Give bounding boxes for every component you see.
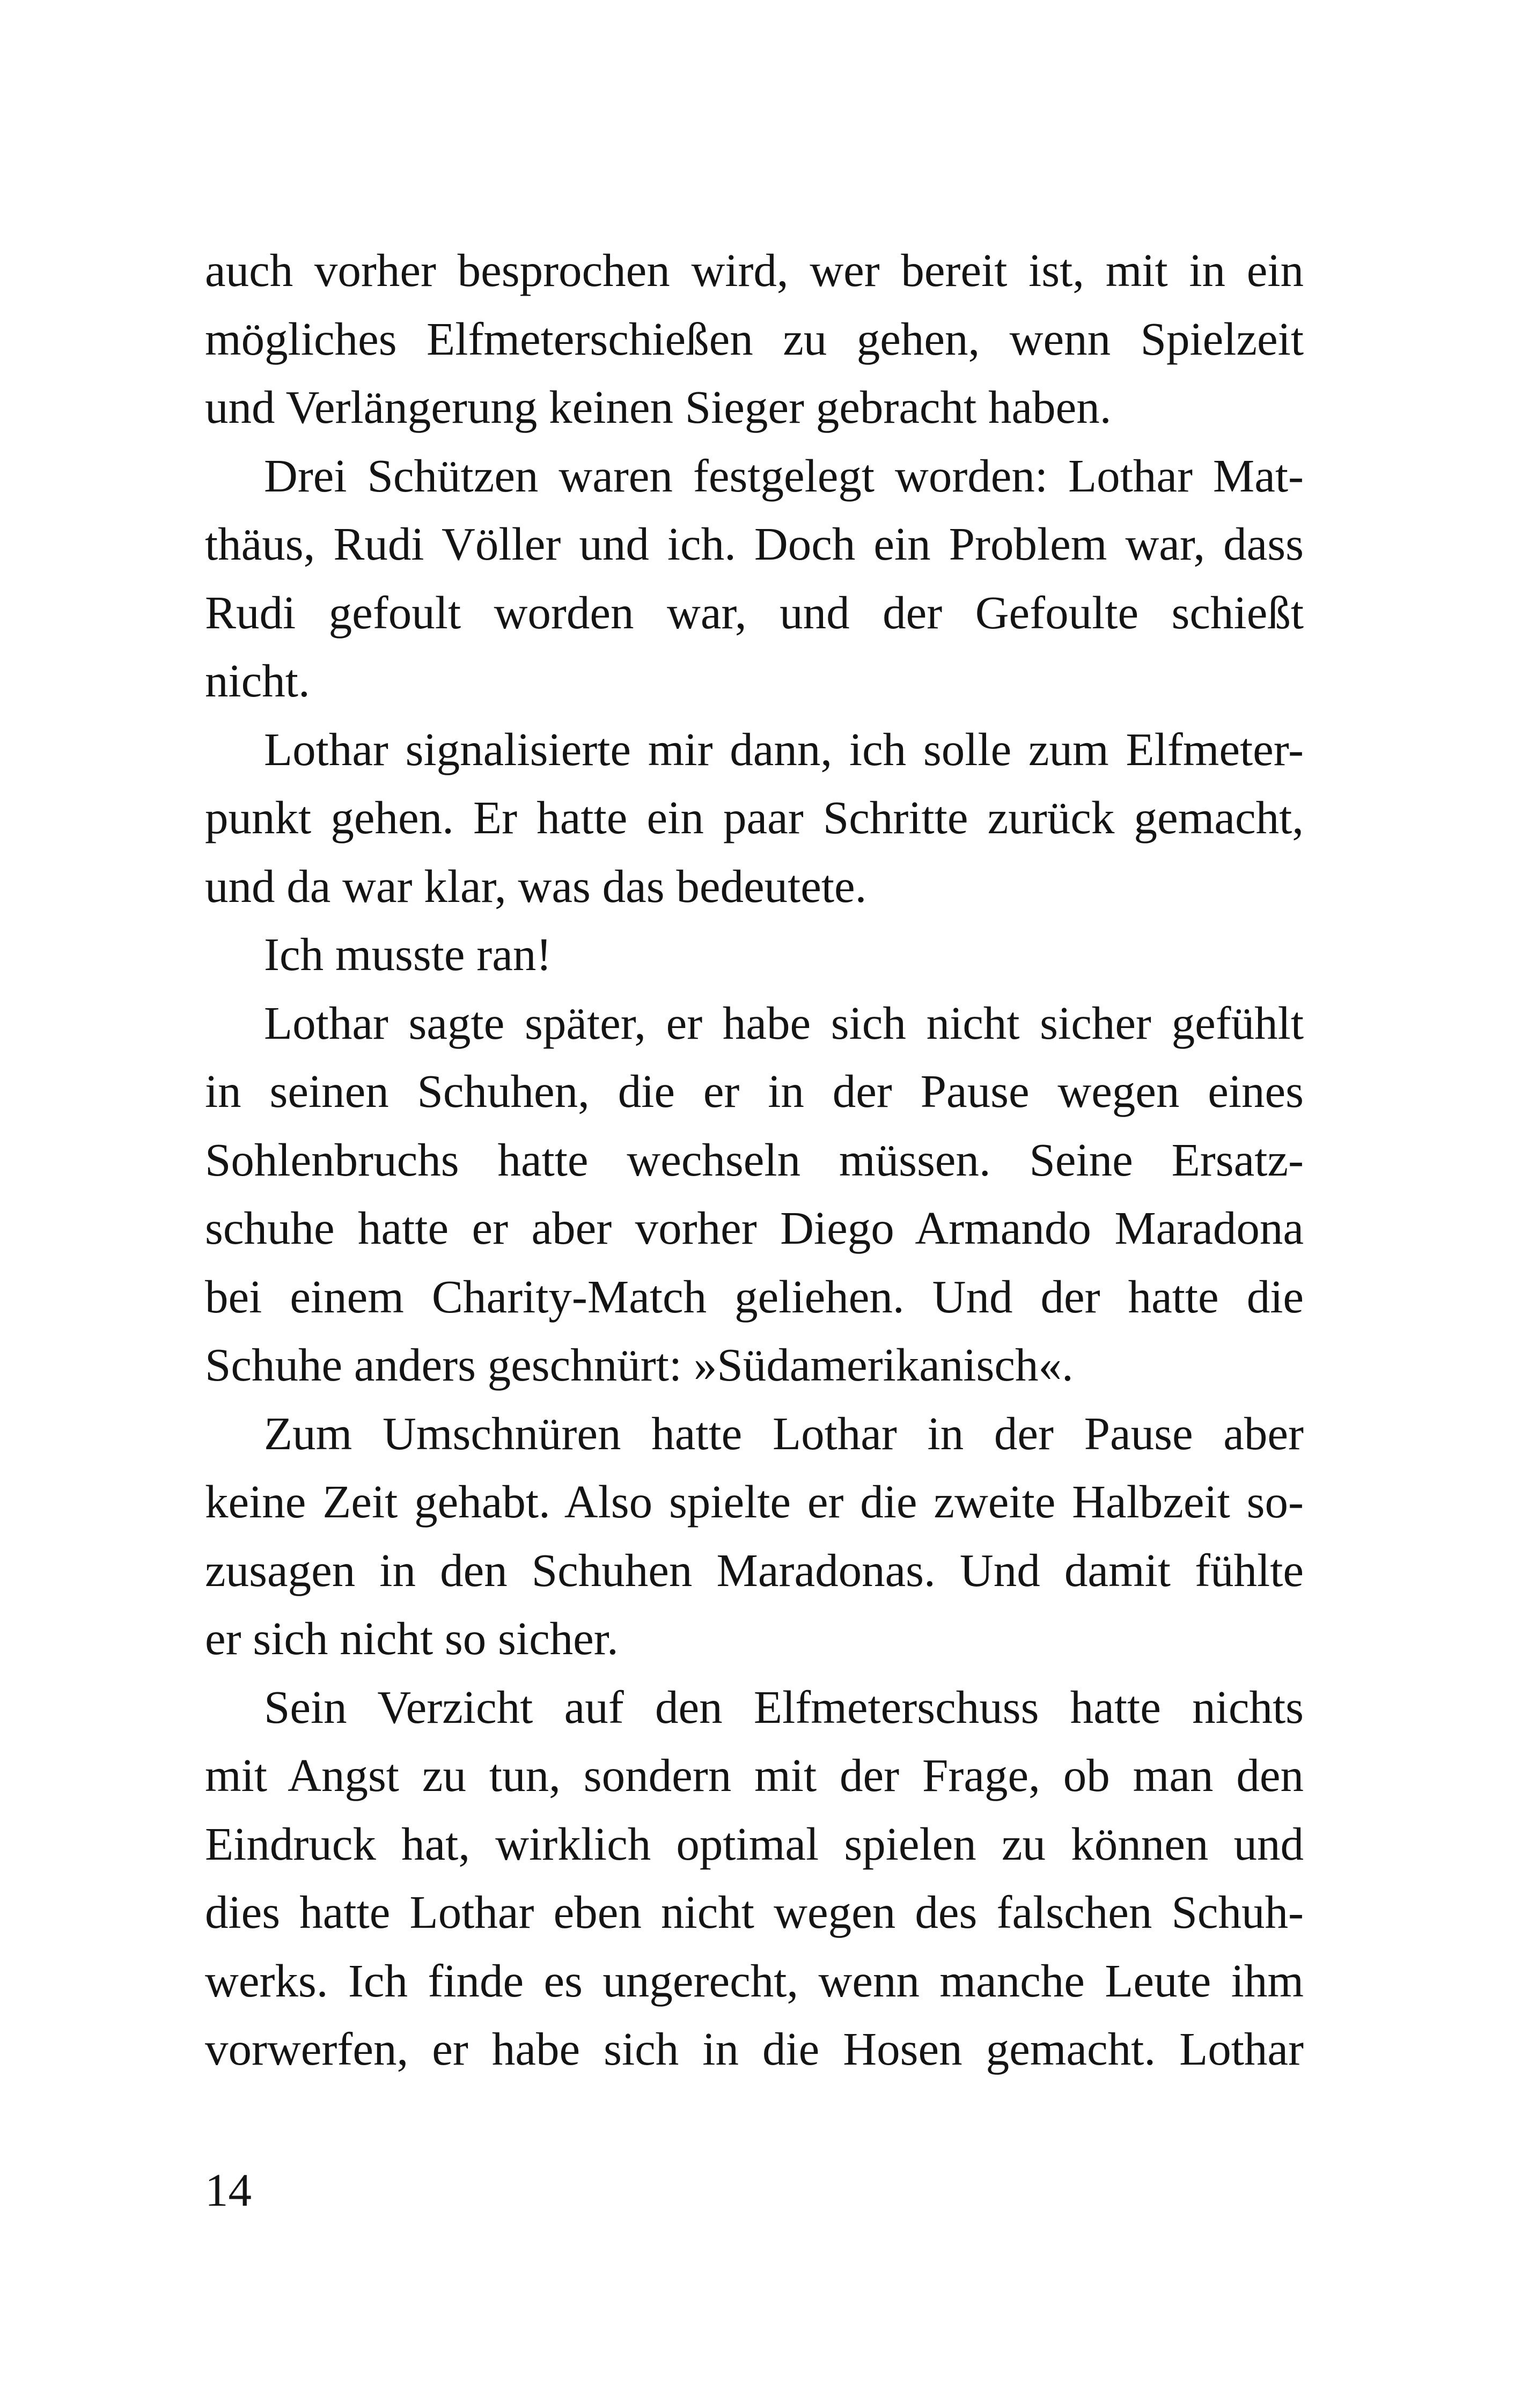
text-line: Sein Verzicht auf den Elfmeterschuss hatte nichts	[264, 1680, 1304, 1733]
text-line: Lothar sagte später, er habe sich nicht sicher gefühlt	[264, 996, 1304, 1049]
text-line: schuhe hatte er aber vorher Diego Armando Maradona	[205, 1202, 1304, 1254]
text-line: mögliches Elfmeterschießen zu gehen, wenn Spielzeit	[205, 312, 1304, 365]
text-line: Eindruck hat, wirklich optimal spielen zu können und	[205, 1817, 1304, 1870]
text-line: Ich musste ran!	[264, 928, 552, 980]
text-line: zusagen in den Schuhen Maradonas. Und damit fühlte	[205, 1544, 1304, 1596]
text-line: nicht.	[205, 655, 310, 707]
paragraph	[205, 920, 1304, 989]
text-line: dies hatte Lothar eben nicht wegen des falschen Schuh-	[205, 1886, 1304, 1938]
text-line: und Verlängerung keinen Sieger gebracht haben.	[205, 381, 1112, 433]
text-line: Lothar signalisierte mir dann, ich solle zum Elfmeter-	[264, 723, 1304, 775]
text-line: in seinen Schuhen, die er in der Pause wegen eines	[205, 1065, 1304, 1117]
paragraph	[205, 236, 1304, 442]
text-line: Sohlenbruchs hatte wechseln müssen. Seine Ersatz-	[205, 1133, 1304, 1186]
text-line: keine Zeit gehabt. Also spielte er die zweite Halbzeit so-	[205, 1475, 1304, 1528]
paragraph	[205, 442, 1304, 715]
page-number: 14	[205, 2164, 252, 2216]
paragraph	[205, 989, 1304, 1399]
text-line: thäus, Rudi Völler und ich. Doch ein Problem war, dass	[205, 518, 1304, 570]
text-line: werks. Ich finde es ungerecht, wenn manche Leute ihm	[205, 1954, 1304, 2007]
paragraph	[205, 1673, 1304, 2083]
text-line: Schuhe anders geschnürt: »Südamerikanisch«.	[205, 1339, 1074, 1391]
text-line: bei einem Charity-Match geliehen. Und der hatte die	[205, 1270, 1304, 1323]
body-text	[205, 236, 1304, 2083]
text-line: punkt gehen. Er hatte ein paar Schritte zurück gemacht,	[205, 791, 1304, 843]
text-line: auch vorher besprochen wird, wer bereit ist, mit in ein	[205, 244, 1304, 296]
text-line: vorwerfen, er habe sich in die Hosen gemacht. Lothar	[205, 2023, 1304, 2075]
text-line: er sich nicht so sicher.	[205, 1612, 619, 1664]
text-line: Zum Umschnüren hatte Lothar in der Pause aber	[264, 1407, 1304, 1459]
paragraph	[205, 1399, 1304, 1673]
text-line: Rudi gefoult worden war, und der Gefoulte schießt	[205, 586, 1304, 638]
text-line: mit Angst zu tun, sondern mit der Frage, ob man den	[205, 1749, 1304, 1801]
text-line: Drei Schützen waren festgelegt worden: Lothar Mat-	[264, 449, 1304, 502]
paragraph	[205, 715, 1304, 921]
text-line: und da war klar, was das bedeutete.	[205, 860, 867, 912]
